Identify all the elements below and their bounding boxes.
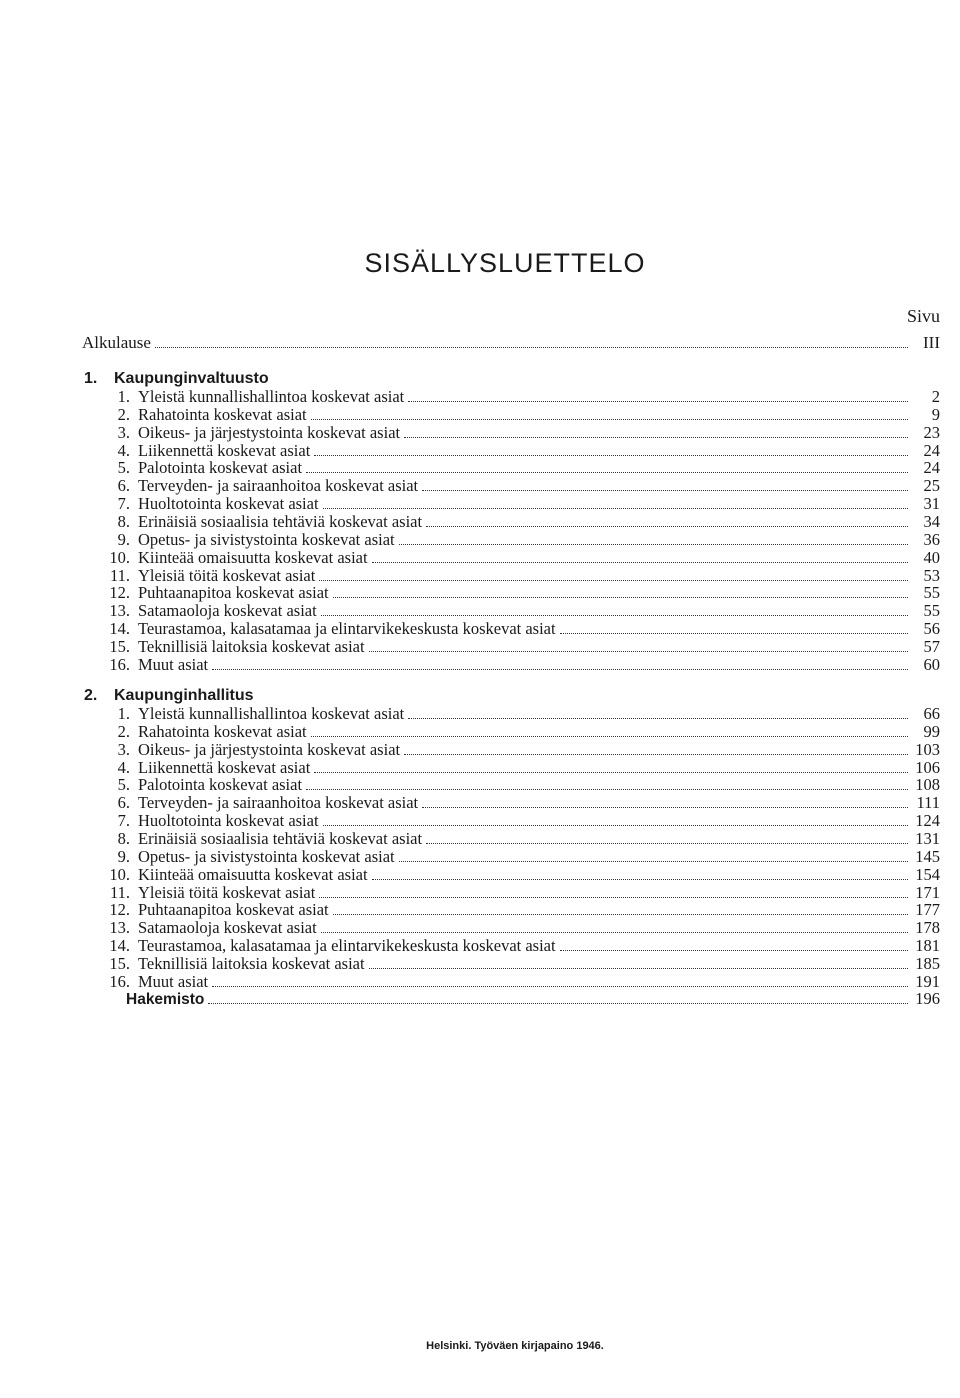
entry-page: 24 — [923, 440, 940, 460]
entry-title: Opetus- ja sivistystointa koskevat asiat — [138, 846, 395, 866]
entry-title: Teknillisiä laitoksia koskevat asiat — [138, 953, 365, 973]
dot-leader — [314, 455, 908, 456]
entry-title: Palotointa koskevat asiat — [138, 458, 303, 478]
entry-page: 178 — [915, 918, 940, 938]
entry-page: 31 — [923, 494, 940, 514]
toc-entry — [90, 584, 940, 602]
dot-leader — [323, 825, 908, 826]
section-heading — [84, 687, 254, 705]
entry-number: 6. — [117, 476, 130, 496]
dot-leader — [399, 861, 908, 862]
toc-entry — [90, 973, 940, 991]
entry-number: 15. — [109, 953, 130, 973]
entry-number: 1. — [117, 387, 130, 406]
toc-entry — [90, 620, 940, 638]
toc-entry — [90, 884, 940, 902]
dot-leader — [319, 580, 908, 581]
entry-page: 103 — [915, 739, 940, 759]
entry-number: 9. — [117, 529, 130, 549]
entry-page: 53 — [923, 565, 940, 585]
entry-number: 10. — [109, 864, 130, 884]
entry-title: Huoltotointa koskevat asiat — [138, 811, 319, 831]
dot-leader — [404, 437, 908, 438]
entry-number: 4. — [117, 440, 130, 460]
dot-leader — [306, 789, 908, 790]
entry-number: 9. — [117, 846, 130, 866]
entry-page: 60 — [923, 654, 940, 674]
dot-leader — [369, 968, 908, 969]
entry-title: Oikeus- ja järjestystointa koskevat asiat — [138, 422, 401, 442]
dot-leader — [208, 1003, 908, 1004]
toc-entry — [90, 638, 940, 656]
entry-number: 12. — [109, 583, 130, 603]
dot-leader — [408, 718, 908, 719]
entry-title: Puhtaanapitoa koskevat asiat — [138, 900, 329, 920]
entry-page: 55 — [923, 583, 940, 603]
section-title: Kaupunginvaltuusto — [114, 370, 269, 387]
entry-page: 191 — [915, 971, 940, 991]
entry-page: 34 — [923, 511, 940, 531]
dot-leader — [212, 669, 908, 670]
entry-number: 16. — [109, 654, 130, 674]
toc-entry — [90, 477, 940, 495]
entry-page: 55 — [923, 601, 940, 621]
entry-page: 40 — [923, 547, 940, 567]
toc-entry — [90, 442, 940, 460]
entry-number: 7. — [117, 811, 130, 831]
dot-leader — [426, 843, 908, 844]
entry-title: Kiinteää omaisuutta koskevat asiat — [138, 547, 368, 567]
preface-title: Alkulause — [82, 333, 151, 352]
entry-number: 13. — [109, 918, 130, 938]
dot-leader — [212, 986, 908, 987]
entry-title: Satamaoloja koskevat asiat — [138, 918, 317, 938]
toc-entry — [90, 388, 940, 406]
dot-leader — [323, 508, 908, 509]
toc-entry — [90, 705, 940, 723]
entry-title: Erinäisiä sosiaalisia tehtäviä koskevat asiat — [138, 511, 423, 531]
entry-number: 5. — [117, 775, 130, 795]
toc-entry — [90, 901, 940, 919]
dot-leader — [311, 736, 908, 737]
index-page: 196 — [915, 989, 940, 1008]
toc-entry — [90, 513, 940, 531]
entry-number: 12. — [109, 900, 130, 920]
entry-title: Terveyden- ja sairaanhoitoa koskevat asiat — [138, 476, 419, 496]
entry-title: Liikennettä koskevat asiat — [138, 757, 311, 777]
dot-leader — [372, 879, 908, 880]
entry-page: 57 — [923, 636, 940, 656]
entry-page: 36 — [923, 529, 940, 549]
toc-entry — [90, 495, 940, 513]
toc-entry — [90, 741, 940, 759]
preface-row — [82, 334, 940, 352]
toc-entry — [90, 549, 940, 567]
entry-page: 177 — [915, 900, 940, 920]
entry-title: Teurastamoa, kalasatamaa ja elintarvikekeskusta koskevat asiat — [138, 619, 556, 639]
entry-title: Yleistä kunnallishallintoa koskevat asiat — [138, 387, 405, 406]
section-number: 1. — [84, 370, 98, 387]
dot-leader — [560, 633, 908, 634]
entry-number: 16. — [109, 971, 130, 991]
entry-page: 124 — [915, 811, 940, 831]
dot-leader — [372, 562, 908, 563]
entry-title: Yleistä kunnallishallintoa koskevat asiat — [138, 704, 405, 723]
dot-leader — [314, 772, 908, 773]
entry-number: 14. — [109, 936, 130, 956]
entry-title: Muut asiat — [138, 971, 209, 991]
entry-number: 15. — [109, 636, 130, 656]
entry-page: 145 — [915, 846, 940, 866]
entry-title: Teurastamoa, kalasatamaa ja elintarvikekeskusta koskevat asiat — [138, 936, 556, 956]
entry-page: 99 — [923, 721, 940, 741]
dot-leader — [422, 807, 908, 808]
entry-page: 171 — [915, 882, 940, 902]
toc-entry — [90, 602, 940, 620]
toc-entry — [90, 919, 940, 937]
page-title: SISÄLLYSLUETTELO — [364, 248, 646, 278]
entry-title: Yleisiä töitä koskevat asiat — [138, 565, 316, 585]
section-heading — [84, 370, 269, 388]
entry-number: 6. — [117, 793, 130, 813]
entry-number: 3. — [117, 422, 130, 442]
entry-title: Kiinteää omaisuutta koskevat asiat — [138, 864, 368, 884]
dot-leader — [422, 490, 908, 491]
section-number: 2. — [84, 687, 98, 704]
entry-page: 66 — [923, 704, 940, 723]
entry-page: 9 — [931, 404, 940, 424]
toc-entry — [90, 955, 940, 973]
toc-entry — [90, 656, 940, 674]
entry-title: Yleisiä töitä koskevat asiat — [138, 882, 316, 902]
dot-leader — [560, 950, 908, 951]
dot-leader — [333, 914, 908, 915]
toc-entry — [90, 567, 940, 585]
entry-page: 106 — [915, 757, 940, 777]
entry-page: 181 — [915, 936, 940, 956]
entry-page: 108 — [915, 775, 940, 795]
index-title: Hakemisto — [126, 991, 205, 1008]
toc-entry — [90, 866, 940, 884]
dot-leader — [408, 401, 908, 402]
entry-number: 11. — [109, 882, 130, 902]
toc-entry — [90, 424, 940, 442]
toc-entry — [90, 776, 940, 794]
entry-title: Satamaoloja koskevat asiat — [138, 601, 317, 621]
entry-number: 14. — [109, 619, 130, 639]
toc-entry — [90, 848, 940, 866]
entry-page: 24 — [923, 458, 940, 478]
entry-title: Opetus- ja sivistystointa koskevat asiat — [138, 529, 395, 549]
toc-entry — [90, 531, 940, 549]
dot-leader — [155, 347, 908, 348]
entry-number: 10. — [109, 547, 130, 567]
entry-title: Oikeus- ja järjestystointa koskevat asiat — [138, 739, 401, 759]
dot-leader — [426, 526, 908, 527]
entry-number: 13. — [109, 601, 130, 621]
entry-number: 5. — [117, 458, 130, 478]
toc-entry — [90, 812, 940, 830]
toc-entry — [90, 937, 940, 955]
dot-leader — [306, 472, 908, 473]
entry-page: 25 — [923, 476, 940, 496]
page-column-header: Sivu — [906, 306, 940, 326]
dot-leader — [311, 419, 908, 420]
entry-title: Muut asiat — [138, 654, 209, 674]
entry-number: 8. — [117, 511, 130, 531]
entry-title: Rahatointa koskevat asiat — [138, 721, 307, 741]
entry-title: Liikennettä koskevat asiat — [138, 440, 311, 460]
toc-entry — [90, 759, 940, 777]
entry-title: Teknillisiä laitoksia koskevat asiat — [138, 636, 365, 656]
entry-page: 131 — [915, 828, 940, 848]
dot-leader — [319, 897, 908, 898]
dot-leader — [399, 544, 908, 545]
entry-number: 11. — [109, 565, 130, 585]
dot-leader — [321, 932, 908, 933]
entry-title: Huoltotointa koskevat asiat — [138, 494, 319, 514]
entry-title: Puhtaanapitoa koskevat asiat — [138, 583, 329, 603]
dot-leader — [333, 597, 908, 598]
entry-title: Palotointa koskevat asiat — [138, 775, 303, 795]
entry-page: 56 — [923, 619, 940, 639]
entry-page: 23 — [923, 422, 940, 442]
entry-number: 3. — [117, 739, 130, 759]
entry-page: 2 — [931, 387, 940, 406]
entry-number: 7. — [117, 494, 130, 514]
section-title: Kaupunginhallitus — [114, 687, 254, 704]
toc-entry — [90, 459, 940, 477]
entry-title: Rahatointa koskevat asiat — [138, 404, 307, 424]
toc-entry — [90, 794, 940, 812]
preface-page: III — [923, 333, 940, 352]
entry-page: 111 — [916, 793, 940, 813]
toc-entry — [90, 406, 940, 424]
entry-number: 2. — [117, 404, 130, 424]
entry-number: 1. — [117, 704, 130, 723]
printer-footer: Helsinki. Työväen kirjapaino 1946. — [426, 1340, 604, 1352]
entry-number: 8. — [117, 828, 130, 848]
entry-page: 185 — [915, 953, 940, 973]
entry-number: 2. — [117, 721, 130, 741]
index-row — [126, 990, 940, 1008]
toc-entry — [90, 723, 940, 741]
entry-title: Terveyden- ja sairaanhoitoa koskevat asiat — [138, 793, 419, 813]
dot-leader — [404, 754, 908, 755]
dot-leader — [369, 651, 908, 652]
toc-entry — [90, 830, 940, 848]
entry-page: 154 — [915, 864, 940, 884]
entry-number: 4. — [117, 757, 130, 777]
dot-leader — [321, 615, 908, 616]
entry-title: Erinäisiä sosiaalisia tehtäviä koskevat asiat — [138, 828, 423, 848]
